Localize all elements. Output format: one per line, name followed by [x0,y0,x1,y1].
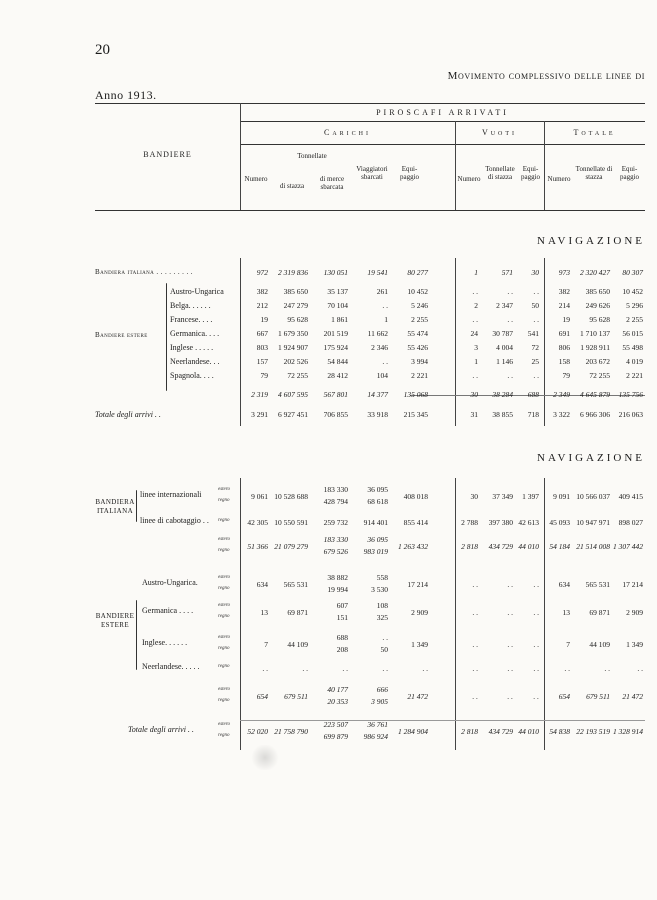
cell-r1-c6: . . [507,287,513,296]
cell2-r0-c5: 30 [470,492,478,501]
cell2-r1-c4: 855 414 [403,518,428,527]
row2-label-6: Neerlandese. . . . . [142,662,200,671]
cell-r0-c8: 973 [558,268,570,277]
cell-r5-c1: 1 924 907 [278,343,308,352]
cell2-r0-c6: 37 349 [492,492,513,501]
cell-r7-c10: 2 221 [626,371,643,380]
cell-r8-c10: 135 756 [618,390,643,399]
cell2-r4-c4: 2 909 [411,608,428,617]
cell2-r8-c1: 21 758 790 [274,727,308,736]
cell-r3-c3: 1 [384,315,388,324]
cell2-r6-c3: . . [382,664,388,673]
cell-r9-c2: 706 855 [323,410,348,419]
cell2-r7-c4: 21 472 [407,692,428,701]
estero-tag-4: estero [218,603,231,608]
cell-r7-c0: 79 [260,371,268,380]
cell2-r5-c1: 44 109 [287,640,308,649]
cell-r1-c2: 35 137 [327,287,348,296]
numero-header-3: Numero [547,175,571,183]
cell-r1-c5: . . [472,287,478,296]
row-label-5: Inglese . . . . . [170,343,214,352]
cell2-r0-c0: 9 061 [251,492,268,501]
cell-r7-c5: . . [472,371,478,380]
cell2-r7-c7: . . [533,692,539,701]
cell-r8-c1: 4 607 595 [278,390,308,399]
cell2-r6-c2: . . [342,664,348,673]
di-merce-header: di merce sbarcata [319,175,345,191]
cell2b-r0-c3: 68 618 [367,497,388,506]
estero-tag-3: estero [218,575,231,580]
cell-r8-c5: 30 [470,390,478,399]
cell-r9-c7: 718 [527,410,539,419]
cell-r4-c4: 55 474 [407,329,428,338]
brace-italiana [136,490,137,522]
cell2-r8-c0: 52 020 [247,727,268,736]
cell2b-r2-c2: 679 526 [323,547,348,556]
brace-estere-2 [136,600,137,670]
cell2-r1-c8: 45 093 [549,518,570,527]
cell-r6-c10: 4 019 [626,357,643,366]
cell-r4-c0: 667 [256,329,268,338]
cell2-r3-c1: 565 531 [283,580,308,589]
cell-r5-c4: 55 426 [407,343,428,352]
row-label-1: Austro-Ungarica [170,287,224,296]
numero-header-2: Numero [457,175,481,183]
cell2-r6-c7: . . [533,664,539,673]
bandiera-italiana-label: BANDIERA ITALIANA [95,498,135,515]
cell2-r3-c2: 38 882 [327,573,348,582]
cell-r5-c0: 803 [256,343,268,352]
viaggiatori-header: Viaggiatori sbarcati [356,165,388,181]
estero-tag-8: estero [218,722,231,727]
cell-r5-c8: 806 [558,343,570,352]
row-label-7: Spagnola. . . . [170,371,214,380]
cell-r4-c1: 1 679 350 [278,329,308,338]
cell-r9-c0: 3 291 [251,410,268,419]
row-label-4: Germanica. . . . [170,329,220,338]
cell-r2-c7: 50 [531,301,539,310]
cell2-r0-c7: 1 397 [522,492,539,501]
cell2-r3-c5: . . [472,580,478,589]
cell2-r7-c3: 666 [376,685,388,694]
cell-r8-c4: 135 068 [403,390,428,399]
cell2-r1-c2: 259 732 [323,518,348,527]
bandiere-estere-label: Bandiere estere [95,331,148,339]
cell-r3-c6: . . [507,315,513,324]
cell2-r0-c1: 10 528 688 [274,492,308,501]
header-bottom-rule [95,210,645,211]
totale-header: Totale [573,128,616,137]
cell-r8-c7: 688 [527,390,539,399]
regno-tag-0: regno [218,498,230,503]
cell-r3-c7: . . [533,315,539,324]
cell2-r7-c2: 40 177 [327,685,348,694]
cell2-r1-c0: 42 305 [247,518,268,527]
body-sep-1 [240,258,241,426]
cell-r8-c9: 4 645 879 [580,390,610,399]
cell2-r4-c0: 13 [260,608,268,617]
cell-r7-c1: 72 255 [287,371,308,380]
cell-r8-c6: 38 284 [492,390,513,399]
header-rule-3 [240,144,645,145]
cell-r8-c3: 14 377 [367,390,388,399]
year-label: Anno 1913. [95,88,157,102]
carichi-header: Carichi [323,128,371,137]
cell-r9-c3: 33 918 [367,410,388,419]
cell2-r5-c2: 688 [336,633,348,642]
cell-r8-c8: 2 349 [553,390,570,399]
row2-label-8: Totale degli arrivi . . [128,725,194,734]
cell2-r2-c10: 1 307 442 [613,542,643,551]
piroscafi-arrivati-header: PIROSCAFI ARRIVATI [376,108,509,117]
cell2-r6-c6: . . [507,664,513,673]
cell2-r3-c0: 634 [256,580,268,589]
cell2-r1-c10: 898 027 [618,518,643,527]
cell-r3-c8: 19 [562,315,570,324]
cell2-r2-c0: 51 366 [247,542,268,551]
row2-label-5: Inglese. . . . . . [142,638,188,647]
cell2-r5-c6: . . [507,640,513,649]
equipaggio-header-2: Equi- paggio [520,165,541,181]
cell2-r1-c1: 10 550 591 [274,518,308,527]
cell-r3-c9: 95 628 [589,315,610,324]
estero-tag-5: estero [218,635,231,640]
cell2-r4-c9: 69 871 [589,608,610,617]
cell2-r3-c6: . . [507,580,513,589]
numero-header-1: Numero [244,175,268,183]
cell2-r3-c3: 558 [376,573,388,582]
cell2b-r7-c3: 3 905 [371,697,388,706]
cell-r4-c3: 11 662 [367,329,388,338]
cell2-r7-c6: . . [507,692,513,701]
cell2-r8-c3: 36 761 [367,720,388,729]
cell2-r4-c8: 13 [562,608,570,617]
cell2-r8-c10: 1 328 914 [613,727,643,736]
cell-r1-c7: . . [533,287,539,296]
cell-r0-c1: 2 319 836 [278,268,308,277]
cell2-r5-c9: 44 109 [589,640,610,649]
cell2-r0-c10: 409 415 [618,492,643,501]
cell-r1-c9: 385 650 [585,287,610,296]
cell2-r8-c5: 2 818 [461,727,478,736]
cell2-r4-c10: 2 909 [626,608,643,617]
cell2b-r4-c3: 325 [376,613,388,622]
cell-r5-c7: 72 [531,343,539,352]
cell-r3-c1: 95 628 [287,315,308,324]
regno-tag-2: regno [218,548,230,553]
cell-r6-c0: 157 [256,357,268,366]
cell-r4-c7: 541 [527,329,539,338]
cell-r5-c5: 3 [474,343,478,352]
cell2-r8-c7: 44 010 [518,727,539,736]
row2-label-4: Germanica . . . . [142,606,194,615]
regno-tag-6: regno [218,664,230,669]
cell2-r1-c5: 2 788 [461,518,478,527]
cell2-r6-c0: . . [262,664,268,673]
row2-label-3: Austro-Ungarica. [142,578,198,587]
section-title-1: NAVIGAZIONE [537,235,645,247]
cell2-r7-c1: 679 511 [284,692,308,701]
cell2-r4-c5: . . [472,608,478,617]
cell2-r2-c1: 21 079 279 [274,542,308,551]
col-sep-1 [240,103,241,210]
cell2-r6-c4: . . [422,664,428,673]
cell2b-r0-c2: 428 794 [323,497,348,506]
cell-r5-c10: 55 498 [622,343,643,352]
bandiere-estere-label-2: BANDIERE ESTERE [95,612,135,629]
cell-r3-c0: 19 [260,315,268,324]
cell2-r5-c5: . . [472,640,478,649]
cell-r6-c5: 1 [474,357,478,366]
cell2-r3-c4: 17 214 [407,580,428,589]
cell-r4-c2: 201 519 [323,329,348,338]
cell2-r7-c10: 21 472 [622,692,643,701]
cell2-r5-c3: . . [382,633,388,642]
cell-r5-c2: 175 924 [323,343,348,352]
cell2-r6-c1: . . [302,664,308,673]
row-label-3: Francese. . . . [170,315,213,324]
regno-tag-1: regno [218,518,230,523]
cell2-r5-c8: 7 [566,640,570,649]
cell2-r8-c8: 54 838 [549,727,570,736]
cell2-r7-c8: 654 [558,692,570,701]
cell2-r8-c6: 434 729 [488,727,513,736]
cell2b-r8-c2: 699 879 [323,732,348,741]
paper-stain [250,745,280,770]
cell-r9-c6: 38 855 [492,410,513,419]
cell-r2-c8: 214 [558,301,570,310]
cell2-r4-c6: . . [507,608,513,617]
cell2-r8-c2: 223 507 [323,720,348,729]
row-label-2: Belga. . . . . . [170,301,211,310]
cell2-r2-c6: 434 729 [488,542,513,551]
cell-r8-c0: 2 319 [251,390,268,399]
cell2-r6-c10: . . [637,664,643,673]
cell-r6-c2: 54 844 [327,357,348,366]
regno-tag-8: regno [218,733,230,738]
cell-r2-c1: 247 279 [283,301,308,310]
cell2-r2-c2: 183 330 [323,535,348,544]
estero-tag-7: estero [218,687,231,692]
cell-r5-c6: 4 004 [496,343,513,352]
cell-r0-c4: 80 277 [407,268,428,277]
cell2b-r5-c2: 208 [336,645,348,654]
cell-r8-c2: 567 801 [323,390,348,399]
cell-r4-c6: 30 787 [492,329,513,338]
cell-r7-c3: 104 [376,371,388,380]
row2-label-1: linee di cabotaggio . . [140,516,209,525]
cell2-r4-c7: . . [533,608,539,617]
cell-r3-c5: . . [472,315,478,324]
cell2-r2-c8: 54 184 [549,542,570,551]
page-number: 20 [95,42,110,58]
cell2-r4-c3: 108 [376,601,388,610]
cell2-r6-c8: . . [564,664,570,673]
cell2b-r4-c2: 151 [336,613,348,622]
cell2-r0-c8: 9 091 [553,492,570,501]
row-label-0: Bandiera italiana . . . . . . . . . [95,268,193,276]
cell2-r2-c3: 36 095 [367,535,388,544]
cell-r6-c1: 202 526 [283,357,308,366]
cell2b-r2-c3: 983 019 [363,547,388,556]
cell2-r2-c9: 21 514 008 [576,542,610,551]
estero-tag-0: estero [218,487,231,492]
header-top-rule [95,103,645,104]
cell-r9-c1: 6 927 451 [278,410,308,419]
cell-r4-c8: 691 [558,329,570,338]
equipaggio-header-1: Equi- paggio [399,165,420,181]
cell2-r6-c5: . . [472,664,478,673]
cell-r1-c10: 10 452 [622,287,643,296]
cell-r9-c8: 3 322 [553,410,570,419]
cell2-r6-c9: . . [604,664,610,673]
cell-r0-c7: 30 [531,268,539,277]
cell2-r2-c7: 44 010 [518,542,539,551]
cell-r6-c8: 158 [558,357,570,366]
cell-r7-c8: 79 [562,371,570,380]
cell-r0-c5: 1 [474,268,478,277]
tonnellate-header: Tonnellate [297,152,327,160]
cell2-r7-c0: 654 [256,692,268,701]
cell-r0-c9: 2 320 427 [580,268,610,277]
regno-tag-3: regno [218,586,230,591]
cell2-r7-c9: 679 511 [586,692,610,701]
cell-r0-c0: 972 [256,268,268,277]
brace-estere [166,283,167,391]
cell-r6-c7: 25 [531,357,539,366]
cell2b-r5-c3: 50 [380,645,388,654]
cell-r2-c10: 5 296 [626,301,643,310]
running-title: Movimento complessivo delle linee di [447,70,645,82]
cell2-r8-c9: 22 193 519 [576,727,610,736]
cell2-r8-c4: 1 284 904 [398,727,428,736]
bandiere-header: BANDIERE [143,150,192,159]
estero-tag-2: estero [218,537,231,542]
cell2-r5-c10: 1 349 [626,640,643,649]
cell2-r0-c2: 183 330 [323,485,348,494]
cell-r7-c4: 2 221 [411,371,428,380]
cell2-r4-c2: 607 [336,601,348,610]
header-rule-2 [240,121,645,122]
cell-r2-c0: 212 [256,301,268,310]
cell2-r5-c4: 1 349 [411,640,428,649]
cell2b-r3-c2: 19 994 [327,585,348,594]
body-sep-3 [544,258,545,426]
cell2-r1-c3: 914 401 [363,518,388,527]
cell-r9-c4: 215 345 [403,410,428,419]
cell-r7-c7: . . [533,371,539,380]
total-rule-2 [240,720,645,721]
tonnellate-header-3: Tonnellate di stazza [575,165,613,181]
cell-r6-c4: 3 994 [411,357,428,366]
cell-r0-c10: 80 307 [622,268,643,277]
cell2-r4-c1: 69 871 [287,608,308,617]
di-stazza-header: di stazza [279,182,305,190]
cell2-r3-c7: . . [533,580,539,589]
cell-r5-c3: 2 346 [371,343,388,352]
cell-r6-c6: 1 146 [496,357,513,366]
section-title-2: NAVIGAZIONE [537,452,645,464]
cell2-r3-c9: 565 531 [585,580,610,589]
cell2b-r7-c2: 20 353 [327,697,348,706]
cell-r7-c9: 72 255 [589,371,610,380]
cell-r2-c3: . . [382,301,388,310]
cell-r9-c10: 216 063 [618,410,643,419]
row-label-6: Neerlandese. . . [170,357,220,366]
cell2-r2-c5: 2 818 [461,542,478,551]
row2-label-0: linee internazionali [140,490,202,499]
cell-r2-c6: 2 347 [496,301,513,310]
regno-tag-7: regno [218,698,230,703]
cell-r1-c3: 261 [376,287,388,296]
cell-r3-c2: 1 861 [331,315,348,324]
regno-tag-4: regno [218,614,230,619]
cell2-r0-c4: 408 018 [403,492,428,501]
cell-r0-c6: 571 [501,268,513,277]
cell-r1-c4: 10 452 [407,287,428,296]
row-label-9: Totale degli arrivi . . [95,410,161,419]
cell-r2-c2: 70 104 [327,301,348,310]
body-sep-2 [455,258,456,426]
cell-r3-c10: 2 255 [626,315,643,324]
cell2-r3-c10: 17 214 [622,580,643,589]
cell-r4-c10: 56 015 [622,329,643,338]
cell-r3-c4: 2 255 [411,315,428,324]
cell-r1-c0: 382 [256,287,268,296]
cell2-r2-c4: 1 263 432 [398,542,428,551]
tonnellate-header-2: Tonnellate di stazza [485,165,515,181]
equipaggio-header-3: Equi- paggio [619,165,640,181]
cell-r2-c4: 5 246 [411,301,428,310]
cell-r5-c9: 1 928 911 [580,343,610,352]
cell-r1-c1: 385 650 [283,287,308,296]
cell-r7-c2: 28 412 [327,371,348,380]
cell-r2-c5: 2 [474,301,478,310]
cell2b-r8-c3: 986 924 [363,732,388,741]
cell-r1-c8: 382 [558,287,570,296]
cell2-r0-c9: 10 566 037 [576,492,610,501]
cell-r4-c5: 24 [470,329,478,338]
cell2-r0-c3: 36 095 [367,485,388,494]
cell-r2-c9: 249 626 [585,301,610,310]
regno-tag-5: regno [218,646,230,651]
cell2-r3-c8: 634 [558,580,570,589]
cell-r9-c9: 6 966 306 [580,410,610,419]
cell-r0-c2: 130 051 [323,268,348,277]
cell2-r1-c6: 397 380 [488,518,513,527]
cell2-r5-c0: 7 [264,640,268,649]
cell-r6-c9: 203 672 [585,357,610,366]
cell-r4-c9: 1 710 137 [580,329,610,338]
cell2-r5-c7: . . [533,640,539,649]
cell-r9-c5: 31 [470,410,478,419]
cell2-r1-c9: 10 947 971 [576,518,610,527]
cell-r7-c6: . . [507,371,513,380]
cell-r0-c3: 19 541 [367,268,388,277]
cell2-r1-c7: 42 613 [518,518,539,527]
cell2b-r3-c3: 3 530 [371,585,388,594]
cell2-r7-c5: . . [472,692,478,701]
vuoti-header: Vuoti [481,128,518,137]
cell-r6-c3: . . [382,357,388,366]
